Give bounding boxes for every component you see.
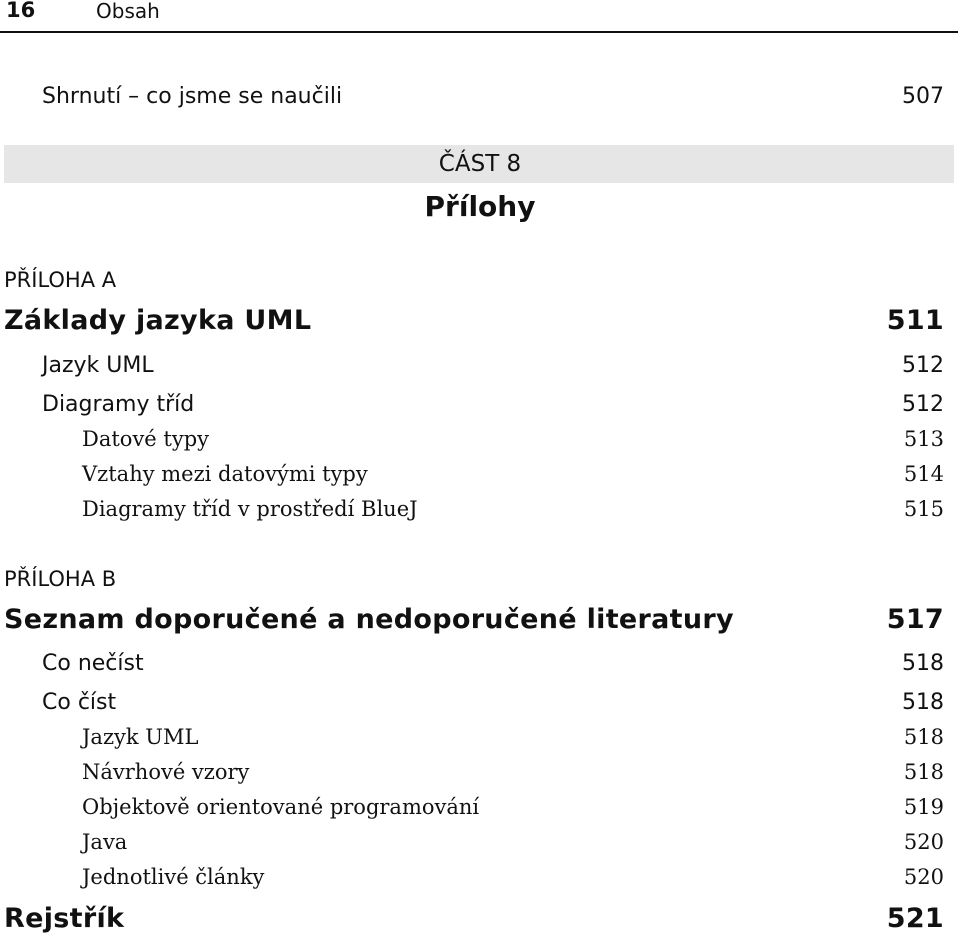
toc-subentry[interactable]: [0, 795, 944, 819]
toc-entry[interactable]: [0, 690, 944, 715]
toc-entry-page: 518: [902, 651, 944, 676]
toc-subentry[interactable]: [0, 830, 944, 854]
toc-entry-text: Návrhové vzory: [82, 760, 250, 784]
toc-subentry[interactable]: [0, 427, 944, 451]
toc-entry-text: Shrnutí – co jsme se naučili: [42, 84, 343, 109]
toc-entry-page: 512: [902, 353, 944, 378]
toc-entry-page: 518: [903, 760, 944, 784]
page-number: 16: [6, 0, 36, 22]
toc-entry-page: 514: [903, 462, 944, 486]
toc-entry-page: 520: [903, 865, 944, 889]
chapter-title: Rejstřík: [4, 903, 125, 934]
toc-chapter-index[interactable]: [0, 903, 944, 934]
part-label: ČÁST 8: [438, 151, 522, 177]
running-title: Obsah: [96, 0, 160, 23]
toc-entry-text: Diagramy tříd v prostředí BlueJ: [82, 497, 418, 521]
toc-chapter-appendix-a[interactable]: [0, 305, 944, 336]
toc-entry-text: Java: [82, 830, 128, 854]
toc-entry-text: Jednotlivé články: [82, 865, 265, 889]
appendix-b-label: PŘÍLOHA B: [4, 567, 117, 591]
toc-subentry[interactable]: [0, 462, 944, 486]
chapter-page: 521: [886, 903, 944, 934]
toc-subentry[interactable]: [0, 497, 944, 521]
toc-entry-page: 507: [902, 84, 944, 109]
toc-entry-text: Co nečíst: [42, 651, 144, 676]
toc-entry-page: 518: [902, 690, 944, 715]
toc-entry[interactable]: [0, 392, 944, 417]
toc-entry-summary[interactable]: [0, 84, 944, 109]
toc-entry-page: 519: [903, 795, 944, 819]
toc-entry-page: 512: [902, 392, 944, 417]
chapter-page: 511: [886, 305, 944, 336]
toc-subentry[interactable]: [0, 865, 944, 889]
page-header: [0, 0, 958, 33]
toc-subentry[interactable]: [0, 760, 944, 784]
toc-entry-text: Objektově orientované programování: [82, 795, 480, 819]
toc-entry-page: 515: [903, 497, 944, 521]
toc-entry-page: 520: [903, 830, 944, 854]
toc-entry[interactable]: [0, 353, 944, 378]
toc-entry-text: Jazyk UML: [82, 725, 199, 749]
chapter-title: Seznam doporučené a nedoporučené literatury: [4, 604, 734, 635]
toc-entry-page: 513: [903, 427, 944, 451]
toc-subentry[interactable]: [0, 725, 944, 749]
appendix-a-label: PŘÍLOHA A: [4, 268, 117, 292]
toc-entry-text: Co číst: [42, 690, 117, 715]
part-title: Přílohy: [424, 190, 536, 223]
toc-entry-text: Diagramy tříd: [42, 392, 195, 417]
toc-entry-page: 518: [903, 725, 944, 749]
toc-entry-text: Vztahy mezi datovými typy: [82, 462, 368, 486]
toc-entry-text: Datové typy: [82, 427, 210, 451]
chapter-title: Základy jazyka UML: [4, 305, 312, 336]
chapter-page: 517: [886, 604, 944, 635]
toc-chapter-appendix-b[interactable]: [0, 604, 944, 635]
toc-entry[interactable]: [0, 651, 944, 676]
toc-entry-text: Jazyk UML: [42, 353, 154, 378]
